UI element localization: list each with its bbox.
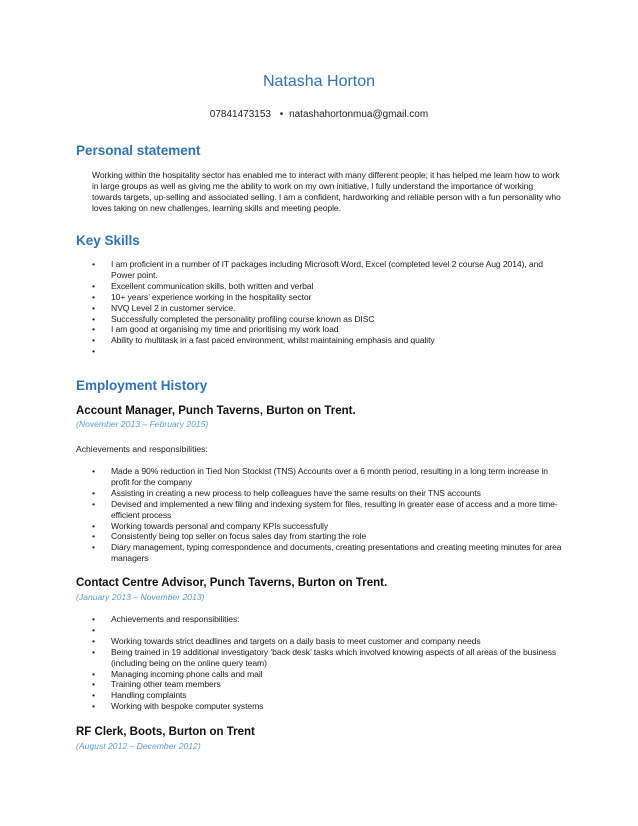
achievements-label: Achievements and responsibilities: — [76, 444, 208, 454]
list-item — [92, 542, 562, 564]
list-item — [92, 701, 562, 712]
contact-separator: • — [279, 109, 284, 120]
job1-responsibilities — [92, 466, 562, 564]
responsibility-text: Devised and implemented a new filing and indexing system for files, resulting in greater ease of access and a more time-efficient process — [111, 498, 558, 520]
list-item — [92, 614, 562, 625]
bullet: • — [92, 280, 95, 291]
responsibility-text: Achievements and responsibilities: — [111, 614, 240, 624]
bullet: • — [92, 690, 95, 701]
job-dates: (November 2013 – February 2015) — [76, 419, 209, 429]
bullet: • — [92, 259, 95, 269]
responsibility-text: Assisting in creating a new process to help colleagues have the same results on their TNS accounts — [111, 487, 481, 498]
job-title: RF Clerk, Boots, Burton on Trent — [76, 726, 255, 738]
list-item — [92, 281, 562, 292]
bullet: • — [92, 614, 95, 624]
bullet: • — [92, 646, 95, 657]
responsibility-text: Consistently being top seller on focus sales day from starting the role — [111, 531, 367, 542]
bullet: • — [92, 466, 95, 476]
list-item — [92, 324, 562, 335]
list-item — [92, 346, 562, 357]
skill-text: Successfully completed the personality profiling course known as DISC — [111, 313, 375, 324]
list-item — [92, 531, 562, 542]
skill-text: I am good at organising my time and prioritising my work load — [111, 324, 339, 335]
responsibility-text: Working towards strict deadlines and targets on a daily basis to meet customer and company needs — [111, 635, 481, 646]
bullet: • — [92, 324, 95, 335]
bullet: • — [92, 302, 95, 313]
personal-statement-heading: Personal statement — [76, 143, 201, 158]
phone-number: 07841473153 — [209, 109, 271, 120]
list-item — [92, 259, 562, 281]
personal-statement-text: Working within the hospitality sector has enabled me to interact with many different people; it has helped me learn how to work in large groups as well as giving me the ability to work on my own initiative, I fully understand the importance of working towards targets, up-selling and associated selling. I am a confident, hardworking and reliable person with a fun personality who loves taking on new challenges, learning skills and meeting people. — [92, 170, 561, 213]
list-item — [92, 466, 562, 488]
candidate-name: Natasha Horton — [262, 73, 376, 90]
list-item — [92, 669, 562, 680]
list-item — [92, 314, 562, 325]
skill-text: NVQ Level 2 in customer service. — [111, 302, 236, 313]
key-skills-list — [92, 259, 562, 357]
job-dates: (January 2013 – November 2013) — [76, 592, 205, 602]
list-item — [92, 647, 562, 669]
bullet: • — [92, 498, 95, 509]
bullet: • — [92, 346, 95, 357]
bullet: • — [92, 635, 95, 646]
list-item — [92, 625, 562, 636]
job-title: Contact Centre Advisor, Punch Taverns, Burton on Trent. — [76, 577, 388, 589]
job-dates: (August 2012 – December 2012) — [76, 741, 201, 751]
bullet: • — [92, 313, 95, 324]
list-item — [92, 499, 562, 521]
responsibility-text: Training other team members — [111, 679, 221, 690]
key-skills-heading: Key Skills — [76, 233, 140, 248]
skill-text: I am proficient in a number of IT packages including Microsoft Word, Excel (completed level 2 course Aug 2014), and Power point. — [111, 259, 543, 280]
responsibility-text: Handling complaints — [111, 690, 187, 701]
bullet: • — [92, 542, 95, 553]
bullet: • — [92, 701, 95, 712]
bullet: • — [92, 531, 95, 542]
employment-history-heading: Employment History — [76, 378, 208, 393]
list-item — [92, 690, 562, 701]
responsibility-text: Made a 90% reduction in Tied Non Stockist (TNS) Accounts over a 6 month period, resulting in a long term increase in profit for the company — [111, 466, 548, 487]
responsibility-text: Working with bespoke computer systems — [111, 701, 264, 712]
list-item — [92, 488, 562, 499]
responsibility-text: Managing incoming phone calls and mail — [111, 668, 263, 679]
list-item — [92, 292, 562, 303]
responsibility-text: Working towards personal and company KPIs successfully — [111, 520, 329, 531]
responsibility-text: Diary management, typing correspondence and documents, creating presentations and creating meeting minutes for area managers — [111, 542, 562, 564]
skill-text: Ability to multitask in a fast paced environment, whilst maintaining emphasis and quality — [111, 335, 435, 346]
email-address: natashahortonmua@gmail.com — [289, 109, 429, 120]
bullet: • — [92, 679, 95, 690]
list-item — [92, 636, 562, 647]
contact-line — [0, 109, 638, 120]
bullet: • — [92, 335, 95, 346]
list-item — [92, 679, 562, 690]
skill-text: Excellent communication skills, both written and verbal — [111, 280, 314, 291]
list-item — [92, 303, 562, 314]
skill-text: 10+ years’ experience working in the hospitality sector — [111, 291, 312, 302]
bullet: • — [92, 624, 95, 635]
bullet: • — [92, 668, 95, 679]
responsibility-text: Being trained in 19 additional investigatory ‘back desk’ tasks which involved knowing aspects of all areas of the business (including being on the online query team) — [111, 646, 557, 668]
job-title: Account Manager, Punch Taverns, Burton on Trent. — [76, 405, 356, 417]
bullet: • — [92, 520, 95, 531]
job2-responsibilities — [92, 614, 562, 712]
list-item — [92, 521, 562, 532]
bullet: • — [92, 487, 95, 498]
list-item — [92, 335, 562, 346]
bullet: • — [92, 291, 95, 302]
